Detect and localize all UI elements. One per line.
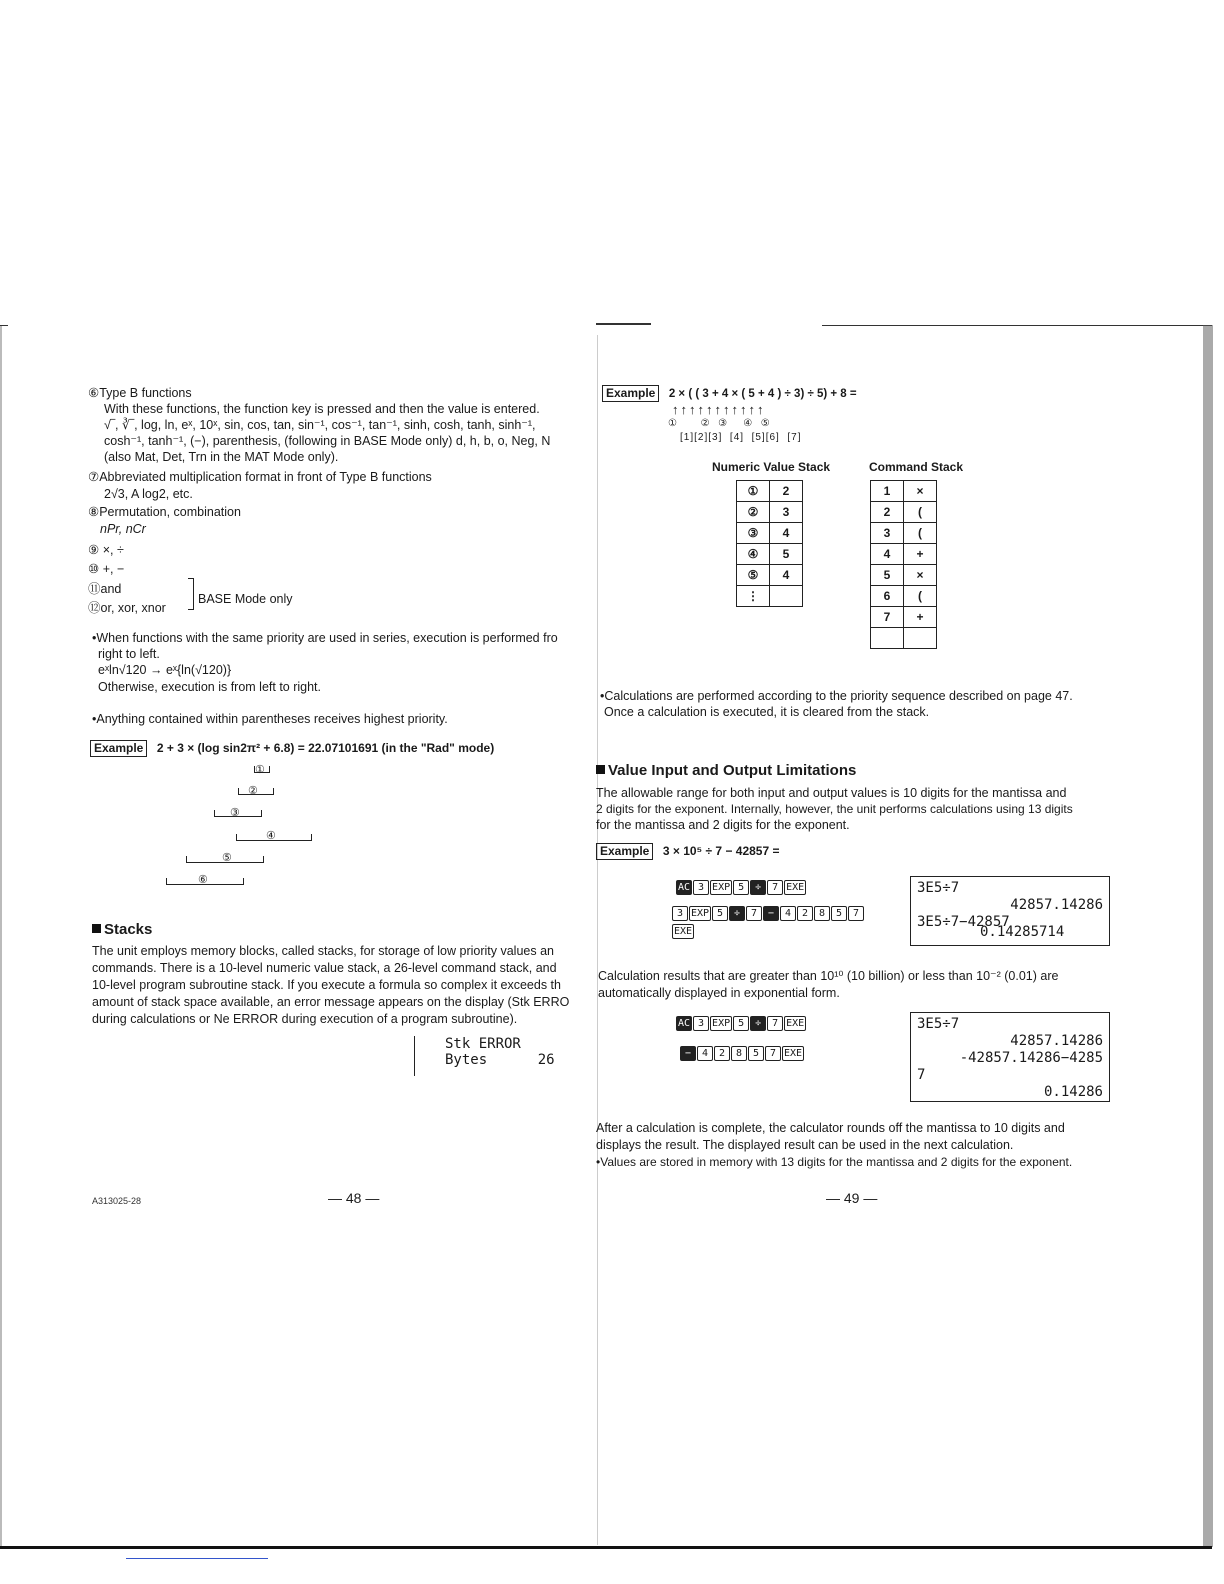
item-9: ⑨ ×, ÷	[88, 543, 124, 557]
stacks-heading: Stacks	[92, 921, 152, 938]
command-stack-table	[870, 480, 937, 649]
calculator-key: 5	[712, 906, 728, 921]
stacks-para-1: The unit employs memory blocks, called stacks, for storage of low priority values an	[92, 944, 554, 958]
stk-bytes-line: Bytes 26	[445, 1052, 555, 1068]
example-label: Example	[602, 385, 659, 402]
calculator-key: EXE	[674, 926, 693, 937]
numeric-stack-value: 3	[770, 502, 803, 523]
key-sequence-2-row-1	[676, 1016, 807, 1031]
numeric-stack-level: ③	[737, 523, 770, 544]
page-fold	[597, 335, 598, 1545]
after-para-1: After a calculation is complete, the calculator rounds off the mantissa to 10 digits and	[596, 1121, 1065, 1135]
item-6-mat-note: (also Mat, Det, Trn in the MAT Mode only).	[104, 450, 339, 464]
numeric-stack-value: 4	[770, 523, 803, 544]
numeric-stack-title: Numeric Value Stack	[712, 460, 831, 474]
key-sequence-1-row-2	[672, 906, 865, 921]
command-stack-value: ×	[904, 481, 937, 502]
numeric-stack-row	[737, 523, 803, 544]
calculator-key: EXP	[691, 908, 710, 919]
calculator-key: 8	[814, 906, 830, 921]
lcd1-line-1: 3E5÷7	[917, 880, 960, 896]
command-stack-row	[871, 481, 937, 502]
calculator-key: EXE	[786, 882, 805, 893]
bullet-priority-sequence: •Calculations are performed according to the priority sequence described on page 47.	[600, 689, 1073, 703]
stacks-para-4: amount of stack space available, an error message appears on the display (Stk ERRO	[92, 995, 570, 1009]
item-8-example: nPr, nCr	[100, 522, 146, 536]
calculator-key: AC	[678, 1018, 691, 1029]
calculator-key: 5	[733, 880, 749, 895]
command-stack-title: Command Stack	[869, 460, 964, 474]
left-page-edge	[0, 325, 2, 1547]
numeric-stack-value: 4	[770, 565, 803, 586]
numeric-stack-level: ②	[737, 502, 770, 523]
top-rule-middle	[596, 323, 651, 325]
bracket-label-1: ①	[255, 764, 265, 776]
calculator-key: 4	[697, 1046, 713, 1061]
bracket-label-2: ②	[248, 785, 258, 797]
calculator-key: 7	[848, 906, 864, 921]
command-stack-row	[871, 565, 937, 586]
command-stack-level: 7	[871, 607, 904, 628]
numeric-stack-row	[737, 481, 803, 502]
calculator-key: 7	[746, 906, 762, 921]
numeric-stack-level: ⋮	[737, 586, 770, 607]
calculator-key: 7	[765, 1046, 781, 1061]
key-sequence-2-row-2	[680, 1046, 805, 1061]
bullet-left-to-right: Otherwise, execution is from left to right.	[98, 680, 322, 694]
lcd1-line-2: 42857.14286	[1010, 897, 1103, 913]
bullet-same-priority: •When functions with the same priority are used in series, execution is performed fro	[92, 631, 558, 645]
calculator-key: 5	[831, 906, 847, 921]
lcd-display-2	[910, 1012, 1110, 1102]
command-stack-level: 6	[871, 586, 904, 607]
numeric-stack-row	[737, 586, 803, 607]
command-stack-level: 3	[871, 523, 904, 544]
command-stack-row	[871, 607, 937, 628]
example-2	[602, 385, 857, 402]
calculator-key: EXE	[784, 1048, 803, 1059]
lcd2-line-2: 42857.14286	[1010, 1033, 1103, 1049]
command-stack-value: (	[904, 586, 937, 607]
command-stack-level	[871, 628, 904, 649]
item-6-functions-cont: cosh⁻¹, tanh⁻¹, (−), parenthesis, (following in BASE Mode only) d, h, b, o, Neg, N	[104, 434, 551, 448]
priority-arrows: ↑↑↑↑↑↑↑↑↑↑↑	[672, 402, 766, 417]
item-6-functions: √‾, ∛‾, log, ln, eˣ, 10ˣ, sin, cos, tan, sin⁻¹, cos⁻¹, tan⁻¹, sinh, cosh, tanh, sinh⁻¹,	[104, 418, 536, 432]
command-stack-value: (	[904, 523, 937, 544]
example-1	[90, 740, 494, 757]
right-page-edge	[1203, 325, 1213, 1547]
numeric-stack-row	[737, 502, 803, 523]
bottom-rule	[0, 1546, 1212, 1549]
calculator-key: EXE	[786, 1018, 805, 1029]
after-para-2: displays the result. The displayed result can be used in the next calculation.	[596, 1138, 1014, 1152]
stacks-para-2: commands. There is a 10-level numeric value stack, a 26-level command stack, and	[92, 961, 557, 975]
command-stack-level: 2	[871, 502, 904, 523]
example-label: Example	[596, 843, 653, 860]
key-sequence-1-row-1	[676, 880, 807, 895]
value-limits-heading: Value Input and Output Limitations	[596, 762, 856, 779]
command-stack-row	[871, 628, 937, 649]
calculator-key: 3	[672, 906, 688, 921]
base-mode-note: BASE Mode only	[198, 592, 293, 606]
bullet-parentheses: •Anything contained within parentheses receives highest priority.	[92, 712, 448, 726]
arrow-numbers: ① ② ③ ④ ⑤	[668, 418, 771, 429]
command-stack-value: ×	[904, 565, 937, 586]
item-11: ⑪and	[88, 582, 122, 596]
numeric-stack-level: ⑤	[737, 565, 770, 586]
command-stack-value: (	[904, 502, 937, 523]
command-stack-value	[904, 628, 937, 649]
bullet-same-priority-cont: right to left.	[98, 647, 160, 661]
numeric-stack-row	[737, 544, 803, 565]
calculator-key: 7	[767, 880, 783, 895]
item-7-example: 2√3, A log2, etc.	[104, 487, 193, 501]
example-expression: 2 × ( ( 3 + 4 × ( 5 + 4 ) ÷ 3) ÷ 5) + 8 =	[668, 388, 857, 400]
item-6-desc: With these functions, the function key is pressed and then the value is entered.	[104, 402, 540, 416]
numeric-stack-level: ①	[737, 481, 770, 502]
calculator-key: 3	[693, 880, 709, 895]
item-12: ⑫or, xor, xnor	[88, 601, 166, 615]
example-3	[596, 843, 780, 860]
calculator-key: 7	[767, 1016, 783, 1031]
lcd2-line-3: -42857.14286−4285	[959, 1050, 1103, 1066]
calculator-key: ÷	[729, 906, 745, 921]
stacks-para-3: 10-level program subroutine stack. If you execute a formula so complex it exceeds th	[92, 978, 561, 992]
calculator-key: −	[680, 1046, 696, 1061]
lcd1-line-4: 0.14285714	[980, 924, 1065, 940]
calculator-key: 2	[714, 1046, 730, 1061]
calculator-key: −	[763, 906, 779, 921]
calculator-key: AC	[678, 882, 691, 893]
exp-note-1: Calculation results that are greater than 10¹⁰ (10 billion) or less than 10⁻² (0.01) are	[598, 969, 1059, 983]
command-stack-level: 1	[871, 481, 904, 502]
numeric-stack-value: 5	[770, 544, 803, 565]
stk-error-line: Stk ERROR	[445, 1036, 521, 1052]
arrow-boxes: [1][2][3] [4] [5][6] [7]	[680, 432, 802, 443]
command-stack-row	[871, 523, 937, 544]
lcd1-line-3: 3E5÷7−42857	[917, 914, 1010, 930]
command-stack-row	[871, 502, 937, 523]
calculator-key: EXP	[712, 882, 731, 893]
command-stack-value: +	[904, 607, 937, 628]
calculator-key: 5	[748, 1046, 764, 1061]
base-mode-brace	[188, 578, 194, 610]
lcd2-line-1: 3E5÷7	[917, 1016, 960, 1032]
bullet-formula: eˣln√120 → eˣ{ln(√120)}	[98, 663, 232, 677]
command-stack-value: +	[904, 544, 937, 565]
top-rule-right	[822, 325, 1212, 326]
lcd2-line-5: 0.14286	[1043, 1084, 1103, 1100]
command-stack-level: 5	[871, 565, 904, 586]
item-7: ⑦Abbreviated multiplication format in front of Type B functions	[88, 470, 432, 484]
numeric-value-stack-table	[736, 480, 803, 607]
key-sequence-1-row-3	[672, 924, 695, 939]
command-stack-row	[871, 544, 937, 565]
example-label: Example	[90, 740, 147, 757]
item-8: ⑧Permutation, combination	[88, 505, 241, 519]
bracket-label-5: ⑤	[222, 852, 232, 864]
page-number-48: — 48 —	[328, 1190, 380, 1206]
example-expression: 3 × 10⁵ ÷ 7 − 42857 =	[662, 844, 780, 858]
calculator-key: 3	[693, 1016, 709, 1031]
catalog-code: A313025-28	[92, 1196, 142, 1206]
section-square-icon	[92, 924, 101, 933]
example-expression: 2 + 3 × (log sin2π² + 6.8) = 22.07101691 (in the "Rad" mode)	[156, 741, 495, 755]
bracket-label-4: ④	[266, 830, 276, 842]
numeric-stack-value	[770, 586, 803, 607]
limits-para-3: for the mantissa and 2 digits for the exponent.	[596, 818, 850, 832]
calculator-key: ÷	[750, 1016, 766, 1031]
calculator-key: 4	[780, 906, 796, 921]
bottom-link-underline	[126, 1558, 268, 1559]
page-number-49: — 49 —	[826, 1190, 878, 1206]
top-rule-left	[0, 325, 8, 326]
stk-error-display	[414, 1036, 555, 1076]
limits-para-2: 2 digits for the exponent. Internally, however, the unit performs calculations using 13 digits	[596, 802, 1073, 816]
item-6: ⑥Type B functions	[88, 386, 192, 400]
calculator-key: 5	[733, 1016, 749, 1031]
item-10: ⑩ +, −	[88, 562, 125, 576]
section-square-icon	[596, 765, 605, 774]
bracket-label-3: ③	[230, 807, 240, 819]
calculator-key: 8	[731, 1046, 747, 1061]
numeric-stack-level: ④	[737, 544, 770, 565]
numeric-stack-value: 2	[770, 481, 803, 502]
command-stack-row	[871, 586, 937, 607]
lcd2-line-4: 7	[917, 1067, 926, 1083]
after-para-3: •Values are stored in memory with 13 digits for the mantissa and 2 digits for the exponent.	[596, 1155, 1073, 1169]
stacks-para-5: during calculations or Ne ERROR during execution of a program subroutine).	[92, 1012, 518, 1026]
calculator-key: EXP	[712, 1018, 731, 1029]
command-stack-level: 4	[871, 544, 904, 565]
bullet-cleared-stack: Once a calculation is executed, it is cleared from the stack.	[604, 705, 930, 719]
calculator-key: ÷	[750, 880, 766, 895]
exp-note-2: automatically displayed in exponential form.	[598, 986, 840, 1000]
numeric-stack-row	[737, 565, 803, 586]
calculator-key: 2	[797, 906, 813, 921]
bracket-label-6: ⑥	[198, 874, 208, 886]
limits-para-1: The allowable range for both input and output values is 10 digits for the mantissa and	[596, 786, 1067, 800]
